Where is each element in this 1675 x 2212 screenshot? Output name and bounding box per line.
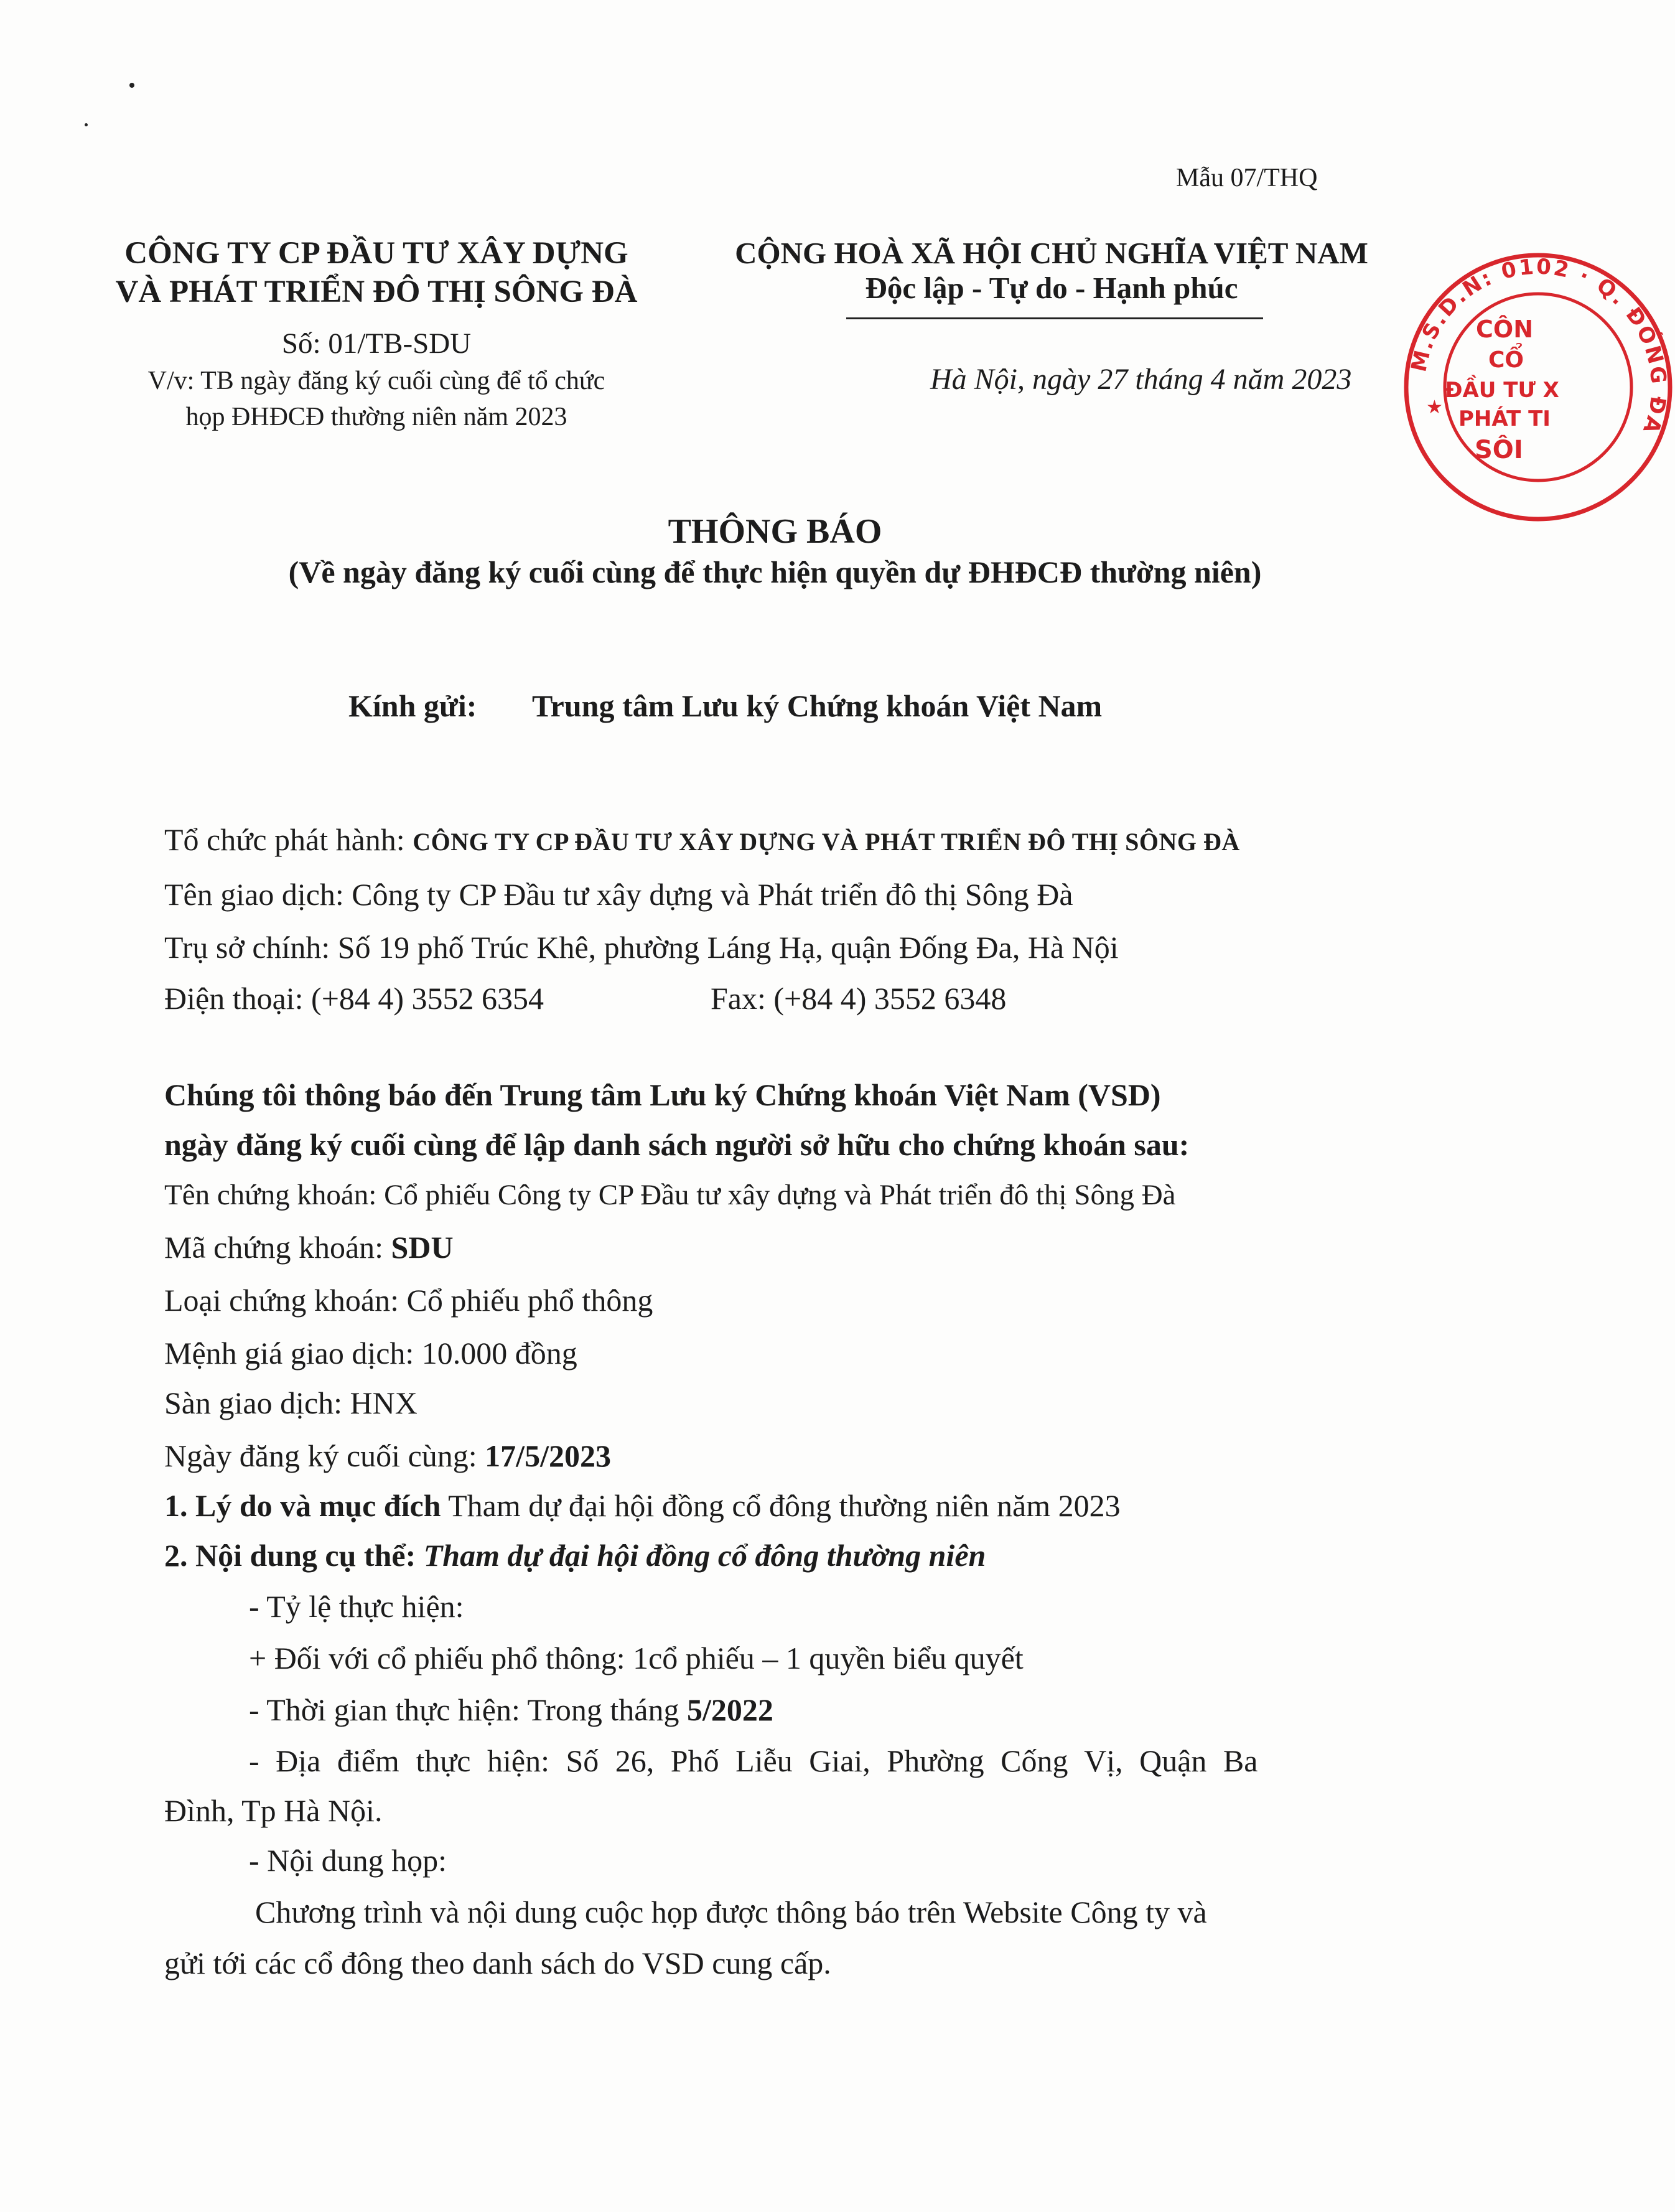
- intro-line1: Chúng tôi thông báo đến Trung tâm Lưu ký Chứng khoán Việt Nam (VSD): [164, 1077, 1161, 1112]
- issuer-org-label: Tổ chức phát hành:: [164, 822, 405, 857]
- scan-speck: [85, 123, 88, 126]
- security-name: Tên chứng khoán: Cổ phiếu Công ty CP Đầu tư xây dựng và Phát triển đô thị Sông Đà: [164, 1179, 1176, 1211]
- content-label: 2. Nội dung cụ thể:: [164, 1538, 424, 1573]
- subject-line2: họp ĐHĐCĐ thường niên năm 2023: [185, 403, 567, 431]
- notice-title: THÔNG BÁO: [668, 512, 882, 551]
- par-value: Mệnh giá giao dịch: 10.000 đồng: [164, 1336, 577, 1371]
- record-date-label: Ngày đăng ký cuối cùng:: [164, 1438, 485, 1473]
- agenda-line2: gửi tới các cổ đông theo danh sách do VSD cung cấp.: [164, 1946, 831, 1980]
- purpose-line: [164, 1488, 1121, 1524]
- headquarters: Trụ sở chính: Số 19 phố Trúc Khê, phường Láng Hạ, quận Đống Đa, Hà Nội: [164, 930, 1119, 965]
- national-motto: Độc lập - Tự do - Hạnh phúc: [865, 271, 1238, 305]
- ratio-label: - Tỷ lệ thực hiện:: [249, 1589, 464, 1624]
- greeting-label: Kính gửi:: [348, 688, 477, 723]
- security-code-line: [164, 1229, 454, 1265]
- form-code: Mẫu 07/THQ: [1176, 164, 1318, 192]
- agenda-line1: Chương trình và nội dung cuộc họp được thông báo trên Website Công ty và: [255, 1895, 1207, 1929]
- record-date-value: 17/5/2023: [485, 1438, 611, 1473]
- security-type: Loại chứng khoán: Cổ phiếu phổ thông: [164, 1283, 653, 1318]
- seal-line1: CÔN: [1476, 316, 1533, 343]
- place-line2: Đình, Tp Hà Nội.: [164, 1793, 383, 1828]
- seal-line3: ĐẦU TƯ X: [1445, 378, 1559, 403]
- issuer-org-line: [164, 822, 1240, 858]
- date-line: Hà Nội, ngày 27 tháng 4 năm 2023: [930, 363, 1352, 396]
- content-line: [164, 1537, 986, 1573]
- motto-underline: [846, 317, 1263, 319]
- purpose-value: Tham dự đại hội đồng cổ đông thường niên năm 2023: [441, 1488, 1121, 1523]
- security-code-value: SDU: [391, 1230, 454, 1265]
- ratio-detail: + Đối với cổ phiếu phổ thông: 1cổ phiếu – 1 quyền biểu quyết: [249, 1641, 1024, 1675]
- place-line1: - Địa điểm thực hiện: Số 26, Phố Liễu Giai, Phường Cống Vị, Quận Ba: [249, 1743, 1258, 1778]
- notice-subtitle: (Về ngày đăng ký cuối cùng để thực hiện quyền dự ĐHĐCĐ thường niên): [288, 555, 1262, 589]
- company-seal-icon: [1401, 250, 1675, 524]
- time-label: - Thời gian thực hiện: Trong tháng: [249, 1692, 687, 1727]
- agenda-label: - Nội dung họp:: [249, 1843, 447, 1878]
- document-number: Số: 01/TB-SDU: [281, 327, 472, 360]
- issuer-org-value: CÔNG TY CP ĐẦU TƯ XÂY DỰNG VÀ PHÁT TRIỂN ĐÔ THỊ SÔNG ĐÀ: [413, 828, 1240, 856]
- seal-line5: SÔI: [1475, 436, 1523, 464]
- seal-star: ★: [1426, 396, 1443, 418]
- time-line: [249, 1692, 773, 1728]
- exchange: Sàn giao dịch: HNX: [164, 1385, 418, 1420]
- company-name-line1: CÔNG TY CP ĐẦU TƯ XÂY DỰNG: [124, 236, 628, 271]
- content-value: Tham dự đại hội đồng cổ đông thường niên: [423, 1538, 986, 1573]
- record-date-line: [164, 1438, 611, 1474]
- company-name-line2: VÀ PHÁT TRIỂN ĐÔ THỊ SÔNG ĐÀ: [115, 274, 638, 309]
- nation-title: CỘNG HOÀ XÃ HỘI CHỦ NGHĨA VIỆT NAM: [735, 236, 1368, 270]
- greeting-recipient: Trung tâm Lưu ký Chứng khoán Việt Nam: [532, 688, 1103, 723]
- seal-line2: CỔ: [1488, 347, 1524, 373]
- seal-line4: PHÁT TI: [1458, 406, 1551, 431]
- subject-line1: V/v: TB ngày đăng ký cuối cùng để tổ chức: [147, 367, 605, 395]
- fax: Fax: (+84 4) 3552 6348: [711, 981, 1007, 1016]
- seal-ring-text: M.S.D.N: 0102 · Q. ĐỐNG ĐA: [1406, 254, 1671, 439]
- scan-speck: [129, 83, 134, 88]
- purpose-label: 1. Lý do và mục đích: [164, 1488, 441, 1523]
- trade-name: Tên giao dịch: Công ty CP Đầu tư xây dựng và Phát triển đô thị Sông Đà: [164, 877, 1073, 912]
- intro-line2: ngày đăng ký cuối cùng để lập danh sách người sở hữu cho chứng khoán sau:: [164, 1127, 1190, 1162]
- time-value: 5/2022: [686, 1692, 773, 1727]
- security-code-label: Mã chứng khoán:: [164, 1230, 391, 1265]
- phone: Điện thoại: (+84 4) 3552 6354: [164, 981, 544, 1016]
